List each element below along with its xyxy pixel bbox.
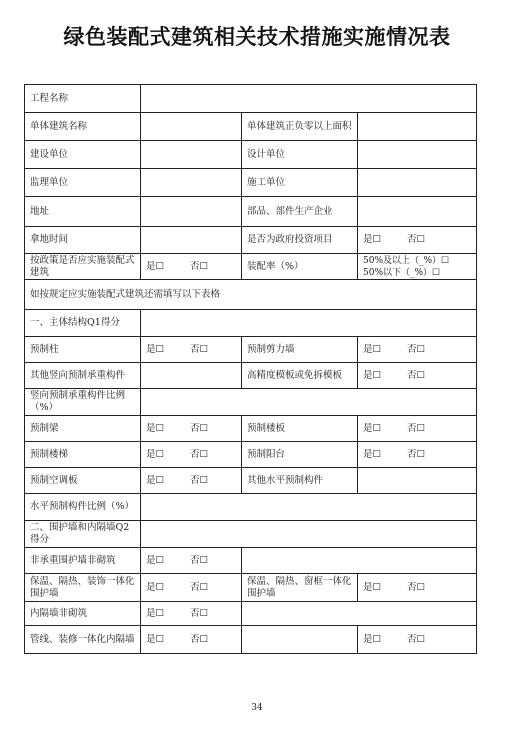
precast-balcony-label: 预制阳台	[242, 442, 358, 468]
other-vertical-label: 其他竖向预制承重构件	[25, 363, 141, 389]
precast-stair-yes-checkbox[interactable]: 是☐	[146, 448, 165, 460]
section1-heading: 一、主体结构Q1得分	[25, 310, 141, 337]
form-row	[25, 468, 477, 494]
horizontal-ratio-field[interactable]	[141, 494, 477, 521]
page-number: 34	[251, 703, 263, 713]
form-row	[25, 521, 477, 548]
partition-yes-checkbox[interactable]: 是☐	[146, 607, 165, 619]
form-row	[25, 416, 477, 442]
precast-floor-no-checkbox[interactable]: 否☐	[407, 422, 426, 434]
form-row	[25, 113, 477, 141]
other-horizontal-field[interactable]	[358, 468, 477, 494]
builder-label: 建设单位	[25, 141, 141, 169]
form-row	[25, 574, 477, 602]
gov-invest-no-checkbox[interactable]: 否☐	[407, 234, 426, 245]
form-row	[25, 389, 477, 416]
form-row	[25, 85, 477, 113]
building-name-label: 单体建筑名称	[25, 113, 141, 141]
fill-note: 如按规定应实施装配式建筑还需填写以下表格	[25, 280, 477, 310]
insul-deco-wall-label: 保温、隔热、装饰一体化围护墙	[25, 574, 141, 602]
partition-no-checkbox[interactable]: 否☐	[190, 607, 209, 619]
insul-window-wall-yes-checkbox[interactable]: 是☐	[363, 581, 382, 593]
precast-floor-label: 预制楼板	[242, 416, 358, 442]
section1-score-field[interactable]	[141, 310, 477, 337]
project-name-field[interactable]	[141, 85, 477, 113]
parts-factory-label: 部品、部件生产企业	[242, 197, 358, 227]
empty-cell	[242, 602, 477, 626]
precast-column-no-checkbox[interactable]: 否☐	[190, 343, 209, 355]
constructor-field[interactable]	[358, 169, 477, 197]
non-bearing-wall-label: 非承重围护墙非砌筑	[25, 548, 141, 574]
precast-beam-label: 预制梁	[25, 416, 141, 442]
precast-ac-board-label: 预制空调板	[25, 468, 141, 494]
section2-heading: 二、围护墙和内隔墙Q2得分	[25, 521, 141, 548]
extra-yes-checkbox[interactable]: 是☐	[363, 633, 382, 645]
precast-stair-label: 预制楼梯	[25, 442, 141, 468]
rate-below-50-checkbox[interactable]: 50%以下（_%）☐	[363, 267, 441, 278]
form-row	[25, 227, 477, 254]
precast-shear-wall-label: 预制剪力墙	[242, 337, 358, 363]
pipe-deco-wall-label: 管线、装修一体化内隔墙	[25, 626, 141, 654]
rate-above-50-checkbox[interactable]: 50%及以上（_%）☐	[363, 255, 450, 266]
pipe-deco-wall-no-checkbox[interactable]: 否☐	[190, 633, 209, 645]
other-horizontal-label: 其他水平预制构件	[242, 468, 358, 494]
insul-window-wall-no-checkbox[interactable]: 否☐	[407, 581, 426, 593]
supervisor-field[interactable]	[141, 169, 242, 197]
form-row	[25, 169, 477, 197]
insul-deco-wall-no-checkbox[interactable]: 否☐	[190, 581, 209, 593]
form-row	[25, 626, 477, 654]
precast-balcony-no-checkbox[interactable]: 否☐	[407, 448, 426, 460]
precast-shear-wall-yes-checkbox[interactable]: 是☐	[363, 343, 382, 355]
form-row	[25, 280, 477, 310]
precast-stair-no-checkbox[interactable]: 否☐	[190, 448, 209, 460]
section2-score-field[interactable]	[141, 521, 477, 548]
hp-formwork-label: 高精度模板或免拆模板	[242, 363, 358, 389]
precast-ac-board-no-checkbox[interactable]: 否☐	[190, 474, 209, 486]
designer-label: 设计单位	[242, 141, 358, 169]
partition-non-masonry-label: 内隔墙非砌筑	[25, 602, 141, 626]
policy-no-checkbox[interactable]: 否☐	[190, 260, 209, 272]
empty-cell	[242, 548, 477, 574]
assembly-rate-label: 装配率（%）	[242, 254, 358, 280]
building-name-field[interactable]	[141, 113, 242, 141]
green-prefab-form-table	[24, 84, 477, 654]
non-bearing-wall-no-checkbox[interactable]: 否☐	[190, 554, 209, 566]
address-label: 地址	[25, 197, 141, 227]
supervisor-label: 监理单位	[25, 169, 141, 197]
form-title: 绿色装配式建筑相关技术措施实施情况表	[63, 25, 451, 49]
project-name-label: 工程名称	[25, 85, 141, 113]
vertical-ratio-label: 竖向预制承重构件比例（%）	[25, 389, 141, 416]
other-vertical-field[interactable]	[141, 363, 242, 389]
constructor-label: 施工单位	[242, 169, 358, 197]
land-time-field[interactable]	[141, 227, 242, 254]
gov-invest-yes-checkbox[interactable]: 是☐	[363, 234, 382, 245]
hp-formwork-yes-checkbox[interactable]: 是☐	[363, 369, 382, 381]
form-row	[25, 494, 477, 521]
horizontal-ratio-label: 水平预制构件比例（%）	[25, 494, 141, 521]
address-field[interactable]	[141, 197, 242, 227]
form-row	[25, 442, 477, 468]
parts-factory-field[interactable]	[358, 197, 477, 227]
policy-required-label: 按政策是否应实施装配式建筑	[25, 254, 141, 280]
vertical-ratio-field[interactable]	[141, 389, 477, 416]
land-time-label: 拿地时间	[25, 227, 141, 254]
non-bearing-wall-yes-checkbox[interactable]: 是☐	[146, 554, 165, 566]
form-row	[25, 254, 477, 280]
designer-field[interactable]	[358, 141, 477, 169]
form-row	[25, 602, 477, 626]
form-row	[25, 548, 477, 574]
precast-beam-no-checkbox[interactable]: 否☐	[190, 422, 209, 434]
hp-formwork-no-checkbox[interactable]: 否☐	[407, 369, 426, 381]
precast-balcony-yes-checkbox[interactable]: 是☐	[363, 448, 382, 460]
form-row	[25, 141, 477, 169]
precast-shear-wall-no-checkbox[interactable]: 否☐	[407, 343, 426, 355]
precast-column-label: 预制柱	[25, 337, 141, 363]
insul-deco-wall-yes-checkbox[interactable]: 是☐	[146, 581, 165, 593]
form-row	[25, 363, 477, 389]
policy-yes-checkbox[interactable]: 是☐	[146, 260, 165, 272]
precast-ac-board-yes-checkbox[interactable]: 是☐	[146, 474, 165, 486]
above-ground-area-label: 单体建筑正负零以上面积	[242, 113, 358, 141]
gov-invest-label: 是否为政府投资项目	[242, 227, 358, 254]
empty-cell	[242, 626, 358, 654]
pipe-deco-wall-yes-checkbox[interactable]: 是☐	[146, 633, 165, 645]
extra-no-checkbox[interactable]: 否☐	[407, 633, 426, 645]
above-ground-area-field[interactable]	[358, 113, 477, 141]
form-row	[25, 310, 477, 337]
form-row	[25, 337, 477, 363]
precast-beam-yes-checkbox[interactable]: 是☐	[146, 422, 165, 434]
precast-column-yes-checkbox[interactable]: 是☐	[146, 343, 165, 355]
form-row	[25, 197, 477, 227]
builder-field[interactable]	[141, 141, 242, 169]
insul-window-wall-label: 保温、隔热、窗框一体化围护墙	[242, 574, 358, 602]
precast-floor-yes-checkbox[interactable]: 是☐	[363, 422, 382, 434]
